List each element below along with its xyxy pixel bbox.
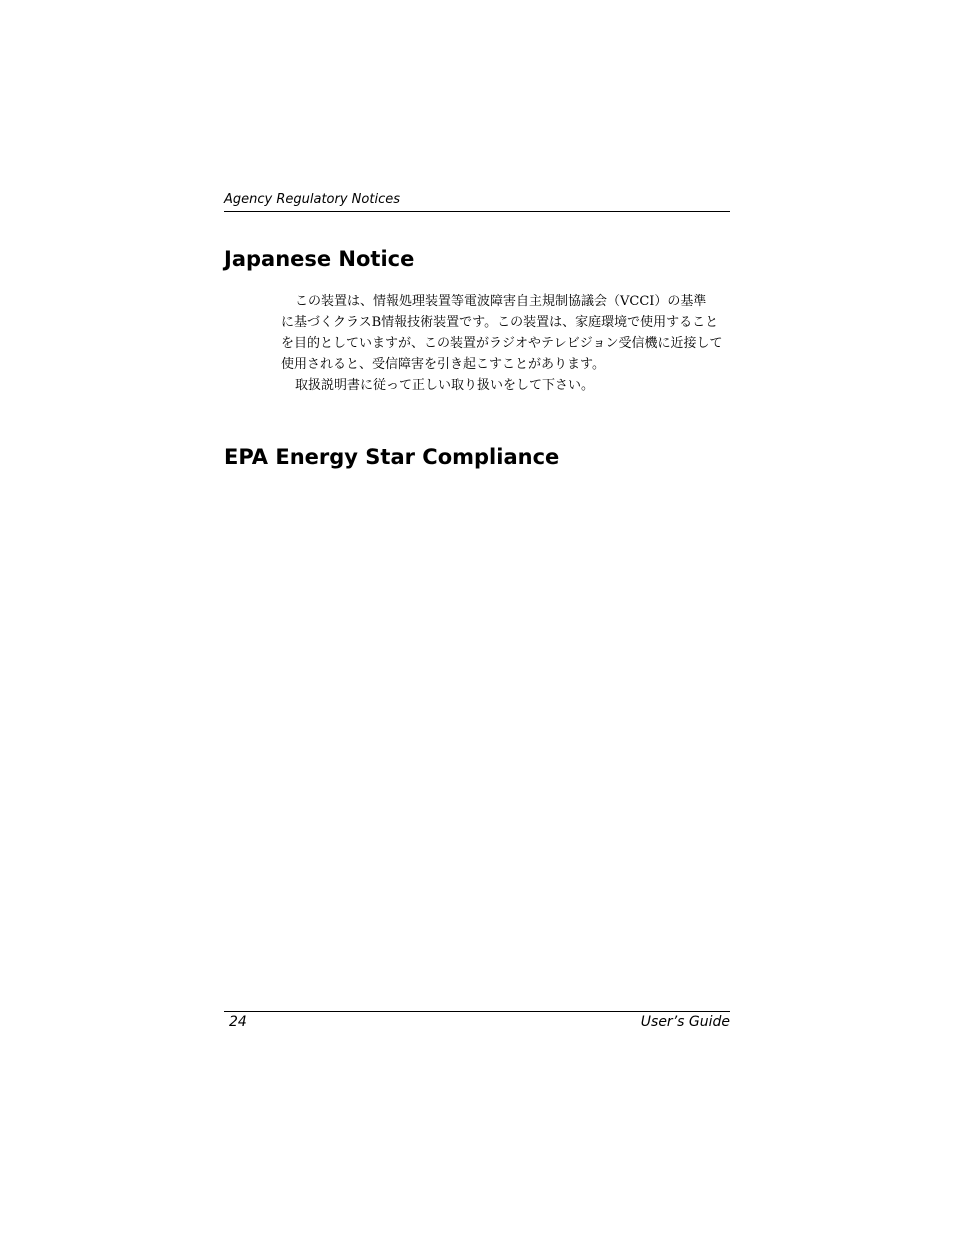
- epa-energy-star-heading: EPA Energy Star Compliance: [224, 445, 560, 469]
- japanese-notice-line-1: この装置は、情報処理装置等電波障害自主規制協議会（VCCI）の基準: [295, 294, 707, 309]
- japanese-notice-text: [281, 291, 731, 396]
- japanese-notice-line-4: 使用されると、受信障害を引き起こすことがあります。: [281, 357, 605, 372]
- japanese-notice-line-3: を目的としていますが、この装置がラジオやテレビジョン受信機に近接して: [281, 336, 723, 351]
- running-header: Agency Regulatory Notices: [224, 192, 400, 207]
- japanese-notice-line-2: に基づくクラスB情報技術装置です。この装置は、家庭環境で使用すること: [281, 315, 719, 330]
- japanese-notice-line-5: 取扱説明書に従って正しい取り扱いをして下さい。: [295, 378, 595, 393]
- footer-rule: [224, 1011, 730, 1012]
- page-number: 24: [229, 1014, 247, 1030]
- footer-document-title: User’s Guide: [640, 1014, 730, 1030]
- header-rule: [224, 211, 730, 212]
- japanese-notice-heading: Japanese Notice: [224, 247, 415, 271]
